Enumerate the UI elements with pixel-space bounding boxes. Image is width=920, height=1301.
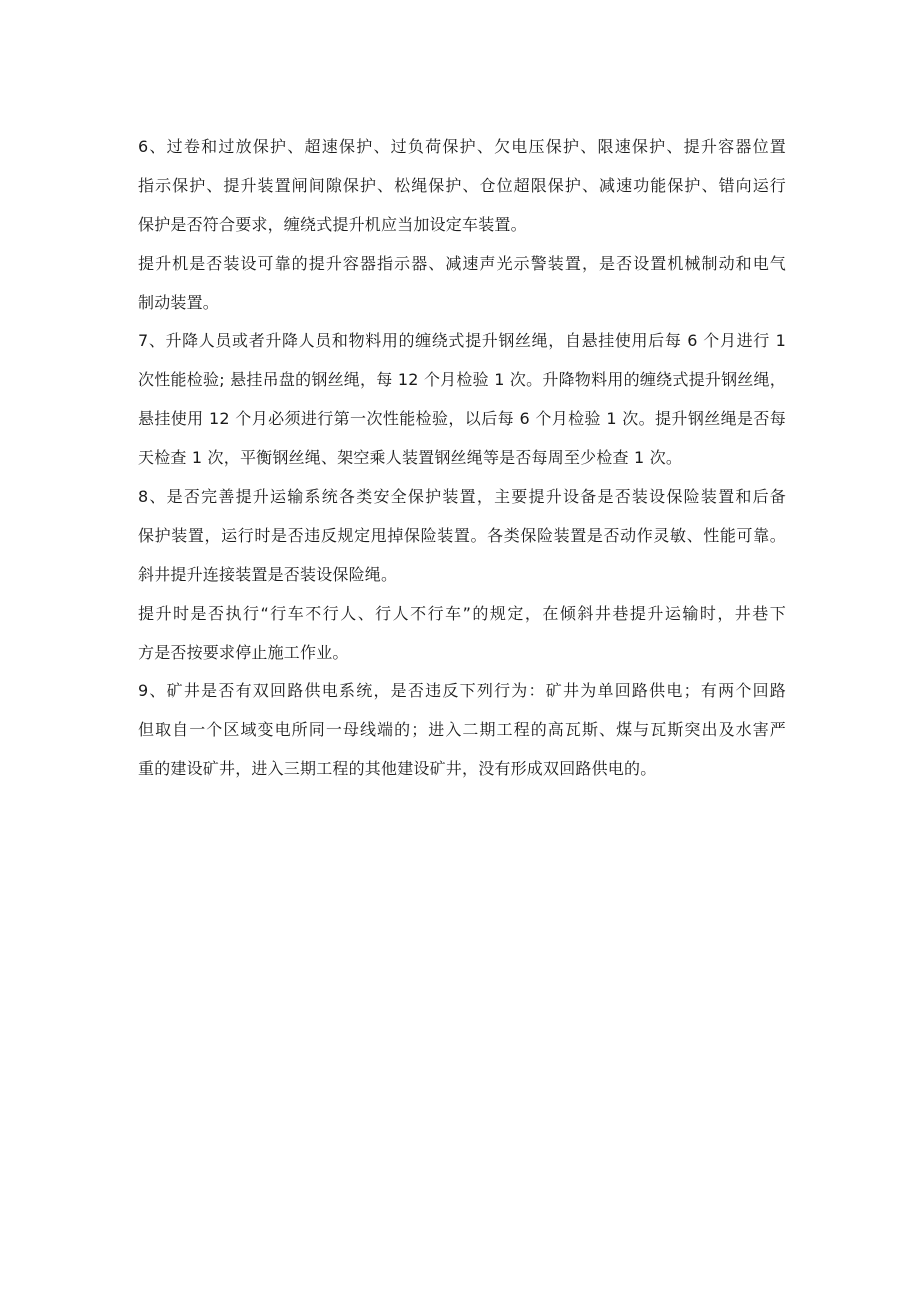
text-line: 保护是否符合要求，缠绕式提升机应当加设定车装置。 (138, 214, 527, 234)
paragraph-hoist-rule (138, 595, 786, 673)
text-line: 重的建设矿井，进入三期工程的其他建设矿井，没有形成双回路供电的。 (138, 759, 657, 779)
text-line: 提升机是否装设可靠的提升容器指示器、减速声光示警装置，是否设置机械制动和电气 (138, 253, 786, 273)
text-line: 6、过卷和过放保护、超速保护、过负荷保护、欠电压保护、限速保护、提升容器位置 (138, 137, 786, 156)
text-line: 次性能检验; 悬挂吊盘的钢丝绳，每 12 个月检验 1 次。升降物料用的缠绕式提升钢丝绳， (138, 370, 786, 390)
text-line: 悬挂使用 12 个月必须进行第一次性能检验，以后每 6 个月检验 1 次。提升钢丝绳是否每 (138, 409, 786, 429)
text-line: 方是否按要求停止施工作业。 (138, 642, 349, 662)
paragraph-item-7 (138, 322, 786, 478)
paragraph-item-6 (138, 128, 786, 245)
paragraph-hoist-indicator (138, 245, 786, 323)
text-line: 但取自一个区域变电所同一母线端的；进入二期工程的高瓦斯、煤与瓦斯突出及水害严 (138, 720, 786, 740)
text-line: 指示保护、提升装置闸间隙保护、松绳保护、仓位超限保护、减速功能保护、错向运行 (138, 175, 786, 195)
document-body (138, 128, 786, 789)
text-line: 7、升降人员或者升降人员和物料用的缠绕式提升钢丝绳，自悬挂使用后每 6 个月进行 1 (138, 331, 786, 351)
text-line: 制动装置。 (138, 292, 220, 312)
text-line: 天检查 1 次，平衡钢丝绳、架空乘人装置钢丝绳等是否每周至少检查 1 次。 (138, 448, 683, 468)
text-line: 8、是否完善提升运输系统各类安全保护装置，主要提升设备是否装设保险装置和后备 (138, 487, 786, 507)
text-line: 提升时是否执行“行车不行人、行人不行车”的规定，在倾斜井巷提升运输时，井巷下 (138, 603, 786, 623)
paragraph-item-8 (138, 478, 786, 595)
text-line: 保护装置，运行时是否违反规定甩掉保险装置。各类保险装置是否动作灵敏、性能可靠。 (138, 525, 786, 545)
text-line: 斜井提升连接装置是否装设保险绳。 (138, 564, 398, 584)
paragraph-item-9 (138, 672, 786, 789)
text-line: 9、矿井是否有双回路供电系统，是否违反下列行为：矿井为单回路供电；有两个回路 (138, 681, 786, 701)
